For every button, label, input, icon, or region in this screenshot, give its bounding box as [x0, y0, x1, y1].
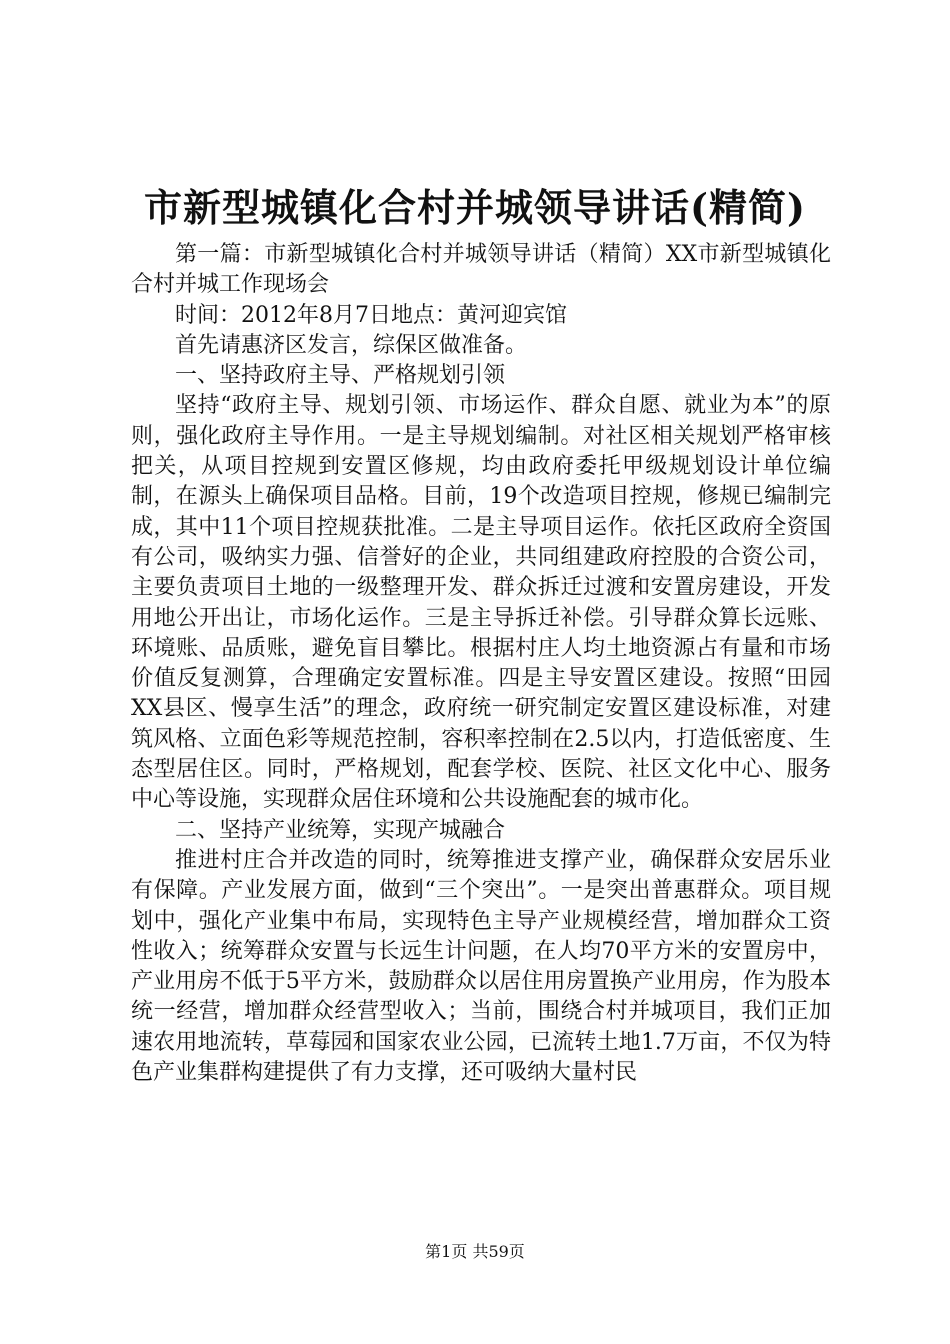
paragraph-time-location: 时间：2012年8月7日地点：黄河迎宾馆 — [175, 302, 567, 328]
paragraph-opening: 首先请惠济区发言，综保区做准备。 — [175, 332, 528, 358]
document-title: 市新型城镇化合村并城领导讲话(精简) — [144, 185, 806, 230]
paragraph-intro: 第一篇：市新型城镇化合村并城领导讲话（精简）XX市新型城镇化合村并城工作现场会 — [131, 242, 831, 298]
paragraph-section-1: 坚持“政府主导、规划引领、市场运作、群众自愿、就业为本”的原则，强化政府主导作用。一是主导规划编制。对社区相关规划严格审核把关，从项目控规到安置区修规，均由政府委托甲级规划设计单位编制，在源头上确保项目品格。目前，19个改造项目控规，修规已编制完成，其中11个项目控规获批准。二是主导项目运作。依托区政府全资国有公司，吸纳实力强、信誉好的企业，共同组建政府控股的合资公司，主要负责项目土地的一级整理开发、群众拆迁过渡和安置房建设，开发用地公开出让，市场化运作。三是主导拆迁补偿。引导群众算长远账、环境账、品质账，避免盲目攀比。根据村庄人均土地资源占有量和市场价值反复测算，合理确定安置标准。四是主导安置区建设。按照“田园XX县区、慢享生活”的理念，政府统一研究制定安置区建设标准，对建筑风格、立面色彩等规范控制，容积率控制在2.5以内，打造低密度、生态型居住区。同时，严格规划，配套学校、医院、社区文化中心、服务中心等设施，实现群众居住环境和公共设施配套的城市化。 — [131, 393, 831, 813]
paragraph-section-2: 推进村庄合并改造的同时，统筹推进支撑产业，确保群众安居乐业有保障。产业发展方面，做到“三个突出”。一是突出普惠群众。项目规划中，强化产业集中布局，实现特色主导产业规模经营，增加群众工资性收入；统筹群众安置与长远生计问题，在人均70平方米的安置房中，产业用房不低于5平方米，鼓励群众以居住用房置换产业用房，作为股本统一经营，增加群众经营型收入；当前，围绕合村并城项目，我们正加速农用地流转，草莓园和国家农业公园，已流转土地1.7万亩，不仅为特色产业集群构建提供了有力支撑，还可吸纳大量村民 — [131, 847, 831, 1086]
section-heading-1: 一、坚持政府主导、严格规划引领 — [175, 363, 506, 389]
page-footer: 第1页 共59页 — [425, 1242, 525, 1261]
section-heading-2: 二、坚持产业统筹，实现产城融合 — [175, 817, 506, 843]
document-body — [131, 240, 831, 1088]
